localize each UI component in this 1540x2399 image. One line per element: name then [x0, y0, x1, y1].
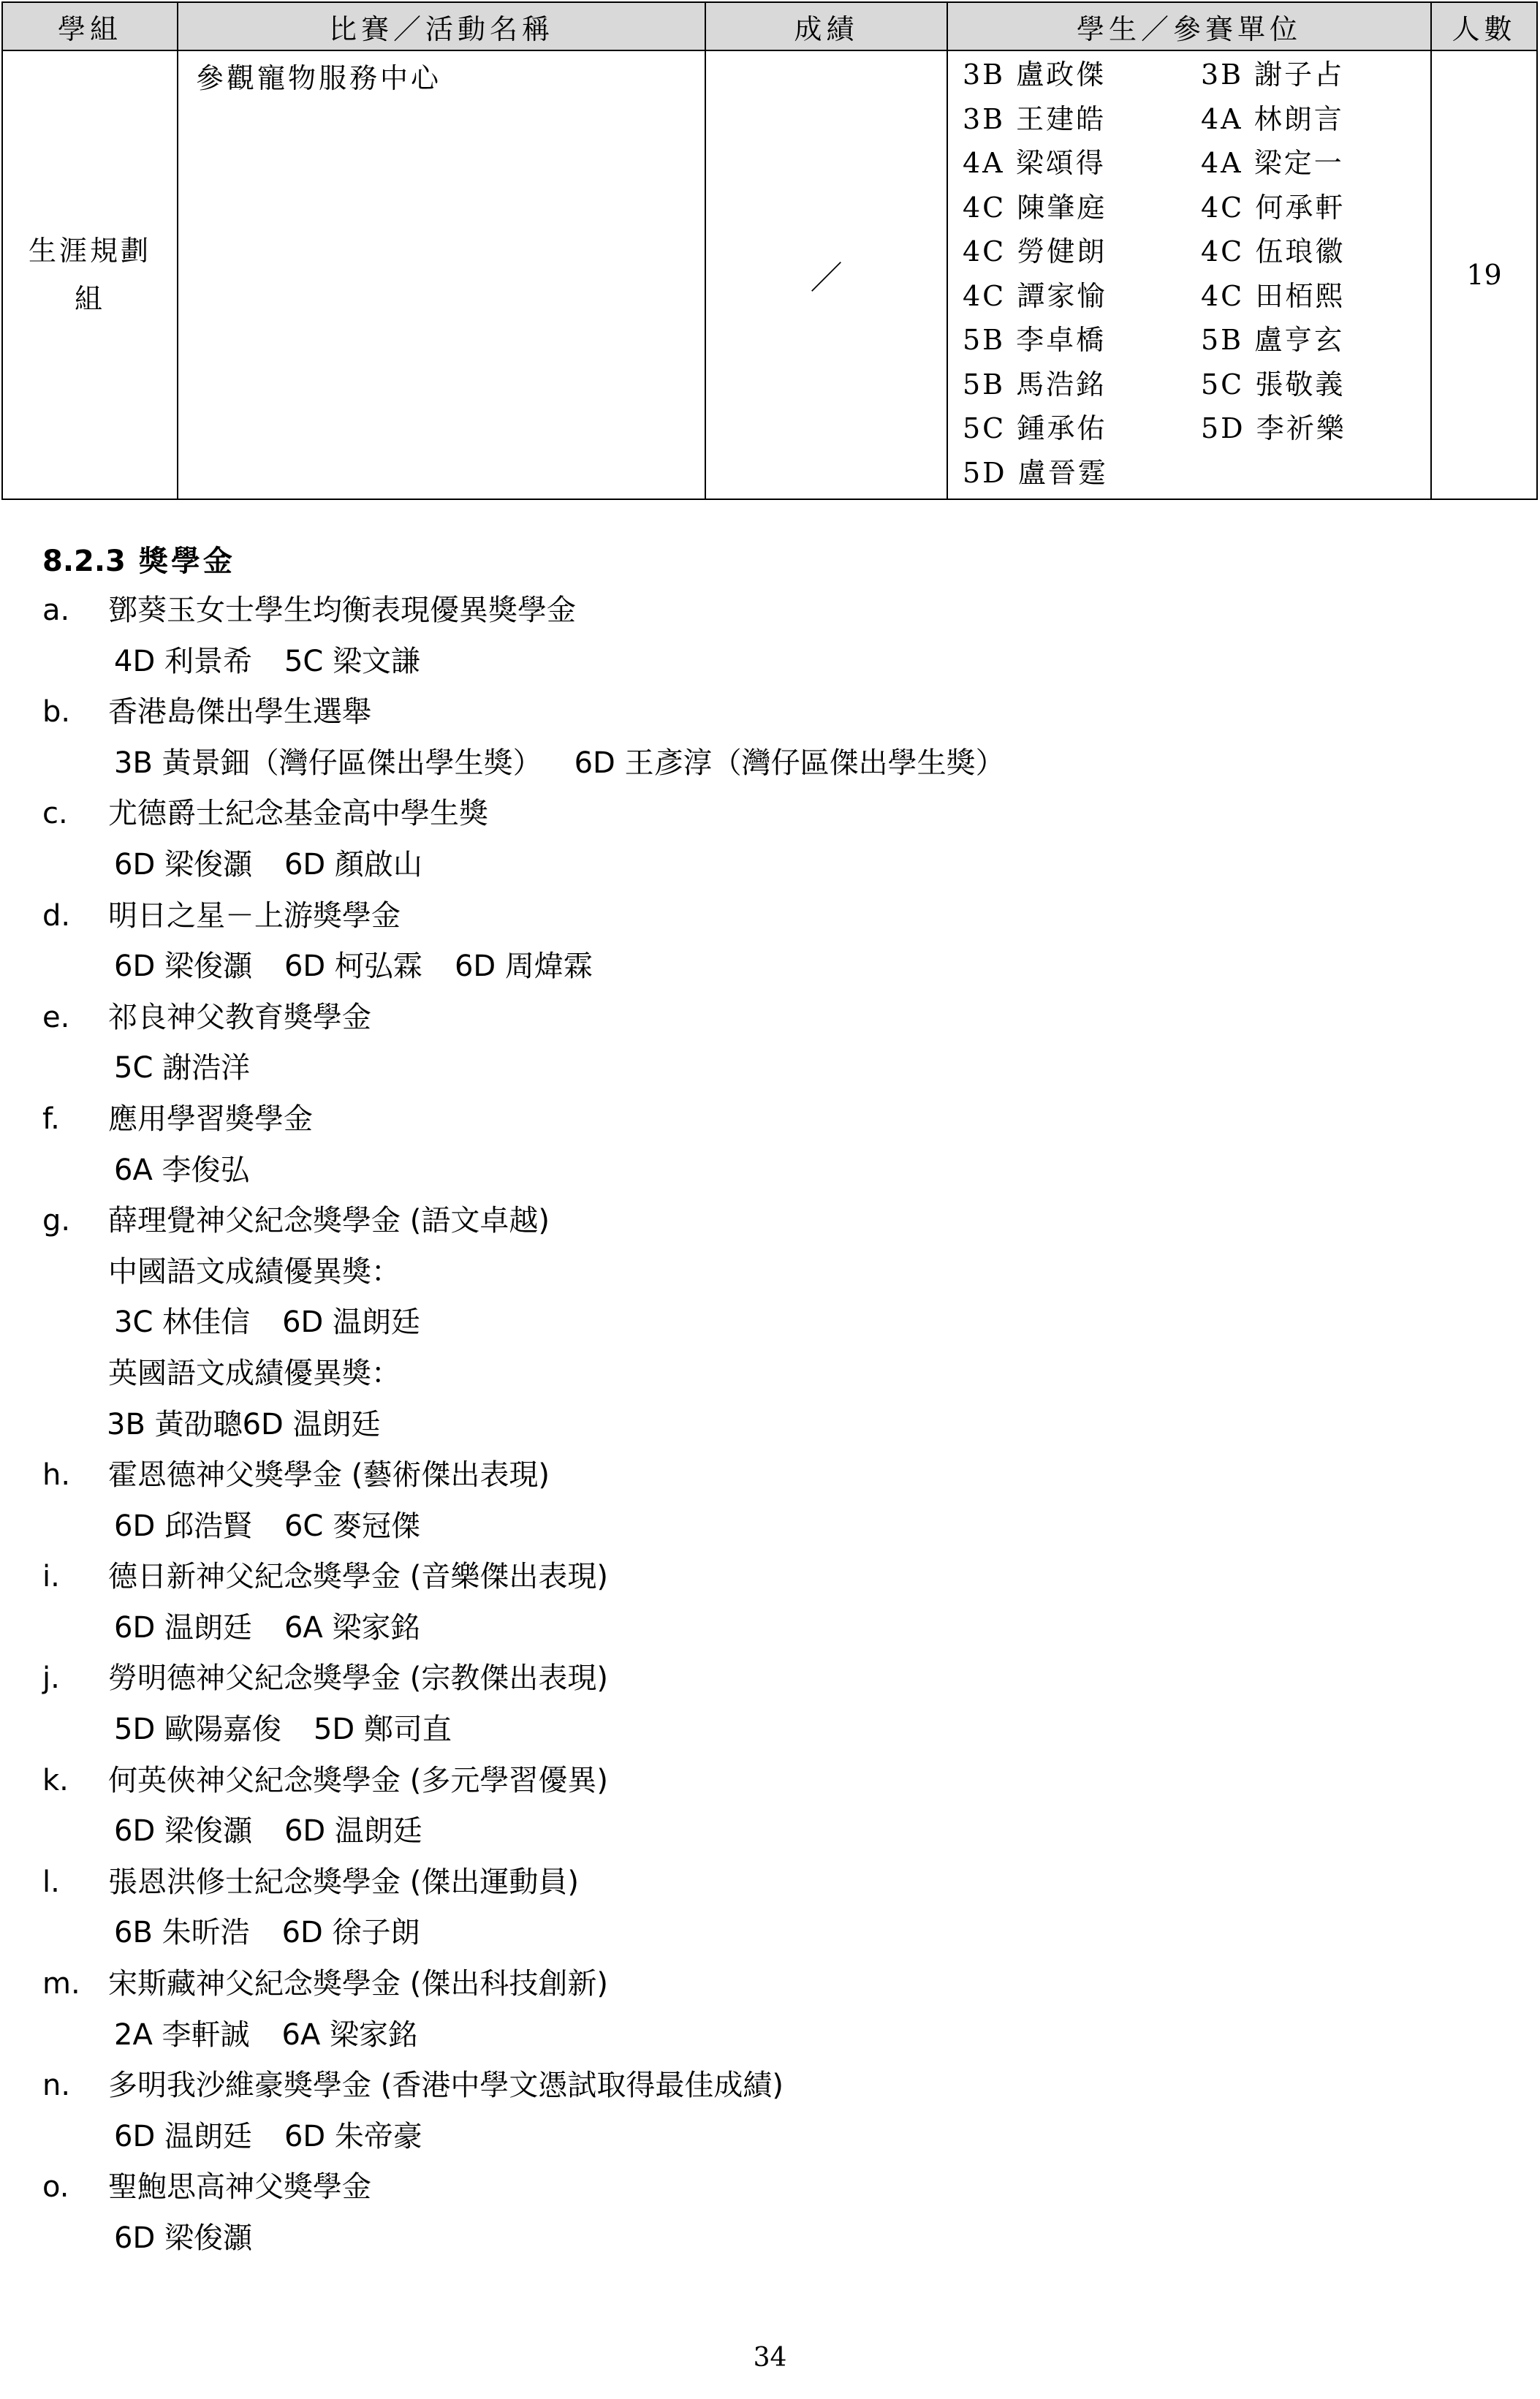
recipient-name: 6D 梁俊灝 [114, 2221, 252, 2255]
recipient-name: 6D 王彥淳（灣仔區傑出學生獎） [574, 746, 1005, 780]
student-entry: 3B 王建皓 [963, 102, 1107, 135]
scholarship-item [42, 993, 1504, 1094]
scholarship-item [42, 1653, 1504, 1755]
scholarship-item [42, 2162, 1504, 2264]
recipient-name: 6B 朱昕浩 [114, 1916, 250, 1950]
student-entry: 5B 李卓橋 [963, 324, 1107, 356]
scholarship-title: 張恩洪修士紀念獎學金 (傑出運動員) [108, 1865, 579, 1899]
scholarships-section [42, 537, 1504, 2265]
activity-table [1, 1, 1538, 500]
recipient-name: 6D 徐子朗 [281, 1916, 420, 1950]
scholarship-title-line [42, 2061, 1504, 2112]
recipient-name: 6D 温朗廷 [284, 1814, 422, 1849]
item-letter: h. [42, 1458, 71, 1493]
student-entry: 4C 勞健朗 [963, 235, 1107, 268]
recipient-name: 6D 梁俊灝 [114, 1814, 252, 1849]
recipient-name: 3C 林佳信 [114, 1305, 251, 1340]
student-entry: 5B 盧亨玄 [1201, 324, 1345, 356]
group-name-line2: 組 [74, 283, 105, 315]
scholarship-title: 聖鮑思高神父獎學金 [108, 2170, 371, 2205]
activity-cell: 參觀寵物服務中心 [178, 50, 705, 499]
item-letter: k. [42, 1763, 69, 1797]
item-letter: m. [42, 1967, 80, 2001]
recipient-line [42, 637, 1504, 688]
recipient-line [42, 1806, 1504, 1857]
table-row [2, 50, 1537, 499]
table-header-row [2, 2, 1537, 50]
recipient-line [42, 1145, 1504, 1197]
scholarship-title: 多明我沙維豪獎學金 (香港中學文憑試取得最佳成績) [108, 2069, 784, 2103]
scholarship-title-line [42, 1857, 1504, 1909]
item-letter: l. [42, 1865, 60, 1899]
item-letter: o. [42, 2170, 69, 2205]
scholarship-title-line [42, 1196, 1504, 1247]
recipient-line [42, 941, 1504, 993]
award-subheading: 中國語文成績優異獎： [108, 1254, 401, 1289]
student-entry: 4C 陳肇庭 [963, 191, 1107, 224]
scholarship-title: 應用學習獎學金 [108, 1102, 313, 1136]
header-group: 學組 [2, 2, 178, 50]
scholarship-item [42, 2061, 1504, 2162]
scholarship-title-line [42, 1094, 1504, 1145]
scholarship-item [42, 687, 1504, 789]
scholarship-title: 明日之星－上游獎學金 [108, 898, 401, 933]
scholarship-item [42, 1756, 1504, 1857]
recipient-name: 2A 李軒誠 [114, 2017, 250, 2052]
scholarship-item [42, 1552, 1504, 1653]
scholarship-title: 香港島傑出學生選舉 [108, 695, 371, 729]
students-cell [947, 50, 1431, 499]
recipient-name: 6D 温朗廷 [114, 1610, 252, 1645]
recipient-line [42, 1603, 1504, 1654]
scholarship-item [42, 1450, 1504, 1552]
scholarship-title-line [42, 1756, 1504, 1807]
scholarship-item [42, 1196, 1504, 1450]
recipient-line [42, 738, 1504, 789]
scholarship-title-line [42, 891, 1504, 942]
student-entry: 4C 何承軒 [1201, 191, 1346, 224]
header-activity: 比賽／活動名稱 [178, 2, 705, 50]
scholarship-item [42, 789, 1504, 890]
recipient-name: 6D 温朗廷 [242, 1407, 381, 1441]
scholarship-title-line [42, 993, 1504, 1044]
group-cell [2, 50, 178, 499]
recipient-line [42, 1297, 1504, 1349]
student-entry: 5D 李祈樂 [1201, 412, 1346, 444]
section-title: 獎學金 [138, 544, 235, 578]
student-entry: 3B 謝子占 [1201, 58, 1345, 91]
item-letter: g. [42, 1204, 71, 1238]
student-entry: 5C 張敬義 [1201, 368, 1346, 401]
participant-count: 19 [1431, 50, 1537, 499]
item-letter: b. [42, 695, 71, 729]
header-students: 學生／參賽單位 [947, 2, 1431, 50]
item-letter: e. [42, 1000, 70, 1034]
student-entry: 4C 田栢熙 [1201, 279, 1346, 312]
header-count: 人數 [1431, 2, 1537, 50]
student-list [963, 53, 1430, 495]
recipient-line [42, 1400, 1504, 1451]
scholarship-item [42, 1094, 1504, 1196]
recipient-name: 6D 柯弘霖 [284, 950, 422, 984]
scholarship-title-line [42, 1450, 1504, 1501]
award-subheading: 英國語文成績優異獎： [108, 1356, 401, 1390]
recipient-name: 6D 顏啟山 [284, 847, 422, 882]
scholarship-title: 德日新神父紀念獎學金 (音樂傑出表現) [108, 1560, 608, 1594]
recipient-name: 6A 李俊弘 [114, 1153, 250, 1187]
recipient-name: 6D 邱浩賢 [114, 1509, 252, 1543]
scholarship-title: 宋斯藏神父紀念獎學金 (傑出科技創新) [108, 1967, 608, 2001]
scholarship-item [42, 891, 1504, 993]
item-letter: i. [42, 1560, 60, 1594]
scholarship-title: 勞明德神父紀念獎學金 (宗教傑出表現) [108, 1661, 608, 1696]
scholarship-item [42, 1959, 1504, 2061]
scholarship-title-line [42, 789, 1504, 840]
recipient-name: 6C 麥冠傑 [284, 1509, 421, 1543]
scholarship-title-line [42, 1653, 1504, 1705]
scholarship-title: 祁良神父教育獎學金 [108, 1000, 371, 1034]
scholarship-title-line [42, 1552, 1504, 1603]
recipient-line [42, 2010, 1504, 2061]
recipient-name: 5D 鄭司直 [313, 1713, 452, 1747]
recipient-line [42, 840, 1504, 891]
scholarship-title-line [42, 2162, 1504, 2213]
student-entry: 3B 盧政傑 [963, 58, 1107, 91]
scholarship-title-line [42, 585, 1504, 637]
recipient-line [42, 1043, 1504, 1094]
scholarship-title-line [42, 687, 1504, 738]
student-entry: 5D 盧晉霆 [963, 456, 1108, 489]
recipient-name: 6D 梁俊灝 [114, 847, 252, 882]
student-entry: 5C 鍾承佑 [963, 412, 1107, 444]
recipient-name: 6D 梁俊灝 [114, 950, 252, 984]
item-letter: j. [42, 1661, 60, 1696]
recipient-name: 5D 歐陽嘉俊 [114, 1713, 281, 1747]
recipient-line [42, 1501, 1504, 1553]
recipient-name: 6D 温朗廷 [282, 1305, 421, 1340]
scholarship-item [42, 1857, 1504, 1959]
result-cell: ／ [705, 50, 947, 499]
recipient-name: 5C 梁文謙 [284, 644, 421, 678]
recipient-name: 6A 梁家銘 [284, 1610, 420, 1645]
scholarship-title: 何英俠神父紀念獎學金 (多元學習優異) [108, 1763, 608, 1797]
item-letter: d. [42, 898, 71, 933]
scholarship-title: 薛理覺神父紀念獎學金 (語文卓越) [108, 1204, 550, 1238]
recipient-name: 6A 梁家銘 [281, 2017, 418, 2052]
item-letter: a. [42, 594, 70, 627]
scholarship-title-line [42, 1959, 1504, 2010]
group-name-line1: 生涯規劃 [28, 235, 151, 267]
student-entry: 4A 林朗言 [1201, 102, 1344, 135]
recipient-line [42, 1908, 1504, 1959]
section-number: 8.2.3 [42, 545, 126, 578]
recipient-name: 3B 黃劭聰 [107, 1407, 243, 1441]
header-result: 成績 [705, 2, 947, 50]
recipient-name: 6D 周煒霖 [454, 950, 593, 984]
recipient-name: 4D 利景希 [114, 644, 252, 678]
item-letter: n. [42, 2069, 71, 2103]
scholarship-title: 鄧葵玉女士學生均衡表現優異獎學金 [108, 594, 576, 627]
recipient-name: 6D 朱帝豪 [284, 2119, 422, 2153]
student-entry: 5B 馬浩銘 [963, 368, 1107, 401]
student-entry: 4A 梁定一 [1201, 147, 1344, 179]
recipient-line [42, 2213, 1504, 2265]
page-number: 34 [753, 2343, 787, 2373]
recipient-name: 6D 温朗廷 [114, 2119, 252, 2153]
recipient-line [42, 1705, 1504, 1756]
student-entry: 4C 譚家愉 [963, 279, 1107, 312]
recipient-name: 5C 謝浩洋 [114, 1051, 251, 1085]
scholarship-title: 霍恩德神父獎學金 (藝術傑出表現) [108, 1458, 550, 1493]
recipient-name: 3B 黃景鈿（灣仔區傑出學生獎） [114, 746, 542, 780]
recipient-line [42, 2112, 1504, 2163]
section-heading [42, 537, 1504, 585]
student-entry: 4A 梁頌得 [963, 147, 1106, 179]
scholarship-list [42, 585, 1504, 2265]
item-letter: f. [42, 1102, 60, 1136]
student-entry: 4C 伍琅徽 [1201, 235, 1346, 268]
scholarship-item [42, 585, 1504, 687]
item-letter: c. [42, 797, 68, 831]
scholarship-title: 尤德爵士紀念基金高中學生獎 [108, 797, 488, 831]
